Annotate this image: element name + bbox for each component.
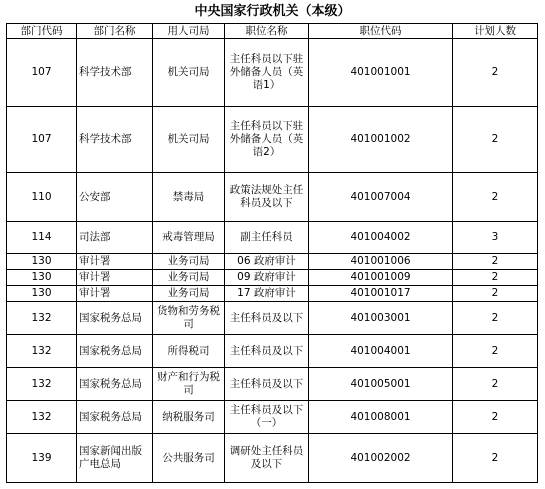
dept-name-cell: 审计署 [77,254,153,270]
header-position-code: 职位代码 [309,24,453,39]
dept-name-cell: 国家税务总局 [77,302,153,335]
position-cell: 主任科员及以下（一） [225,401,309,434]
dept-name-cell: 国家新闻出版广电总局 [77,434,153,483]
table-row [7,107,538,173]
header-dept-name: 部门名称 [77,24,153,39]
position-cell: 17 政府审计 [225,286,309,302]
position-cell: 主任科员以下驻外储备人员（英语1） [225,39,309,107]
bureau-cell: 纳税服务司 [153,401,225,434]
header-dept-code: 部门代码 [7,24,77,39]
position-code-cell: 401004001 [309,335,453,368]
count-cell: 2 [453,107,538,173]
table-row [7,434,538,483]
position-cell: 09 政府审计 [225,270,309,286]
dept-name-cell: 公安部 [77,173,153,222]
position-code-cell: 401004002 [309,222,453,254]
bureau-cell: 戒毒管理局 [153,222,225,254]
bureau-cell: 公共服务司 [153,434,225,483]
dept-name-cell: 审计署 [77,286,153,302]
bureau-cell: 业务司局 [153,286,225,302]
dept-name-cell: 科学技术部 [77,39,153,107]
table-row [7,39,538,107]
table-row [7,302,538,335]
count-cell: 2 [453,335,538,368]
page-title: 中央国家行政机关（本级） [194,4,351,19]
dept-code-cell: 132 [7,401,77,434]
header-position: 职位名称 [225,24,309,39]
dept-name-cell: 国家税务总局 [77,401,153,434]
table-row [7,401,538,434]
position-cell: 主任科员以下驻外储备人员（英语2） [225,107,309,173]
dept-name-cell: 科学技术部 [77,107,153,173]
dept-code-cell: 107 [7,107,77,173]
position-code-cell: 401005001 [309,368,453,401]
position-code-cell: 401007004 [309,173,453,222]
bureau-cell: 业务司局 [153,254,225,270]
table-row [7,368,538,401]
position-cell: 主任科员及以下 [225,335,309,368]
position-code-cell: 401001017 [309,286,453,302]
dept-code-cell: 132 [7,368,77,401]
count-cell: 2 [453,286,538,302]
dept-code-cell: 139 [7,434,77,483]
position-code-cell: 401008001 [309,401,453,434]
count-cell: 2 [453,401,538,434]
dept-code-cell: 110 [7,173,77,222]
position-cell: 主任科员及以下 [225,368,309,401]
count-cell: 2 [453,173,538,222]
bureau-cell: 财产和行为税司 [153,368,225,401]
table-row [7,286,538,302]
position-cell: 副主任科员 [225,222,309,254]
table-row [7,222,538,254]
dept-name-cell: 审计署 [77,270,153,286]
table-row [7,335,538,368]
position-code-cell: 401001001 [309,39,453,107]
table-header-row [7,24,538,39]
position-cell: 主任科员及以下 [225,302,309,335]
position-code-cell: 401001009 [309,270,453,286]
position-code-cell: 401001006 [309,254,453,270]
dept-name-cell: 国家税务总局 [77,335,153,368]
position-code-cell: 401003001 [309,302,453,335]
table-row [7,173,538,222]
position-cell: 调研处主任科员及以下 [225,434,309,483]
dept-code-cell: 114 [7,222,77,254]
position-code-cell: 401001002 [309,107,453,173]
dept-name-cell: 国家税务总局 [77,368,153,401]
dept-name-cell: 司法部 [77,222,153,254]
table-row [7,254,538,270]
positions-table [6,23,538,483]
table-row [7,270,538,286]
dept-code-cell: 132 [7,335,77,368]
count-cell: 2 [453,254,538,270]
dept-code-cell: 130 [7,286,77,302]
count-cell: 2 [453,434,538,483]
bureau-cell: 业务司局 [153,270,225,286]
count-cell: 2 [453,270,538,286]
position-code-cell: 401002002 [309,434,453,483]
bureau-cell: 货物和劳务税司 [153,302,225,335]
header-count: 计划人数 [453,24,538,39]
header-bureau: 用人司局 [153,24,225,39]
bureau-cell: 机关司局 [153,39,225,107]
dept-code-cell: 130 [7,254,77,270]
position-cell: 政策法规处主任科员及以下 [225,173,309,222]
count-cell: 3 [453,222,538,254]
bureau-cell: 禁毒局 [153,173,225,222]
bureau-cell: 所得税司 [153,335,225,368]
count-cell: 2 [453,368,538,401]
count-cell: 2 [453,302,538,335]
dept-code-cell: 107 [7,39,77,107]
dept-code-cell: 132 [7,302,77,335]
position-cell: 06 政府审计 [225,254,309,270]
dept-code-cell: 130 [7,270,77,286]
count-cell: 2 [453,39,538,107]
bureau-cell: 机关司局 [153,107,225,173]
